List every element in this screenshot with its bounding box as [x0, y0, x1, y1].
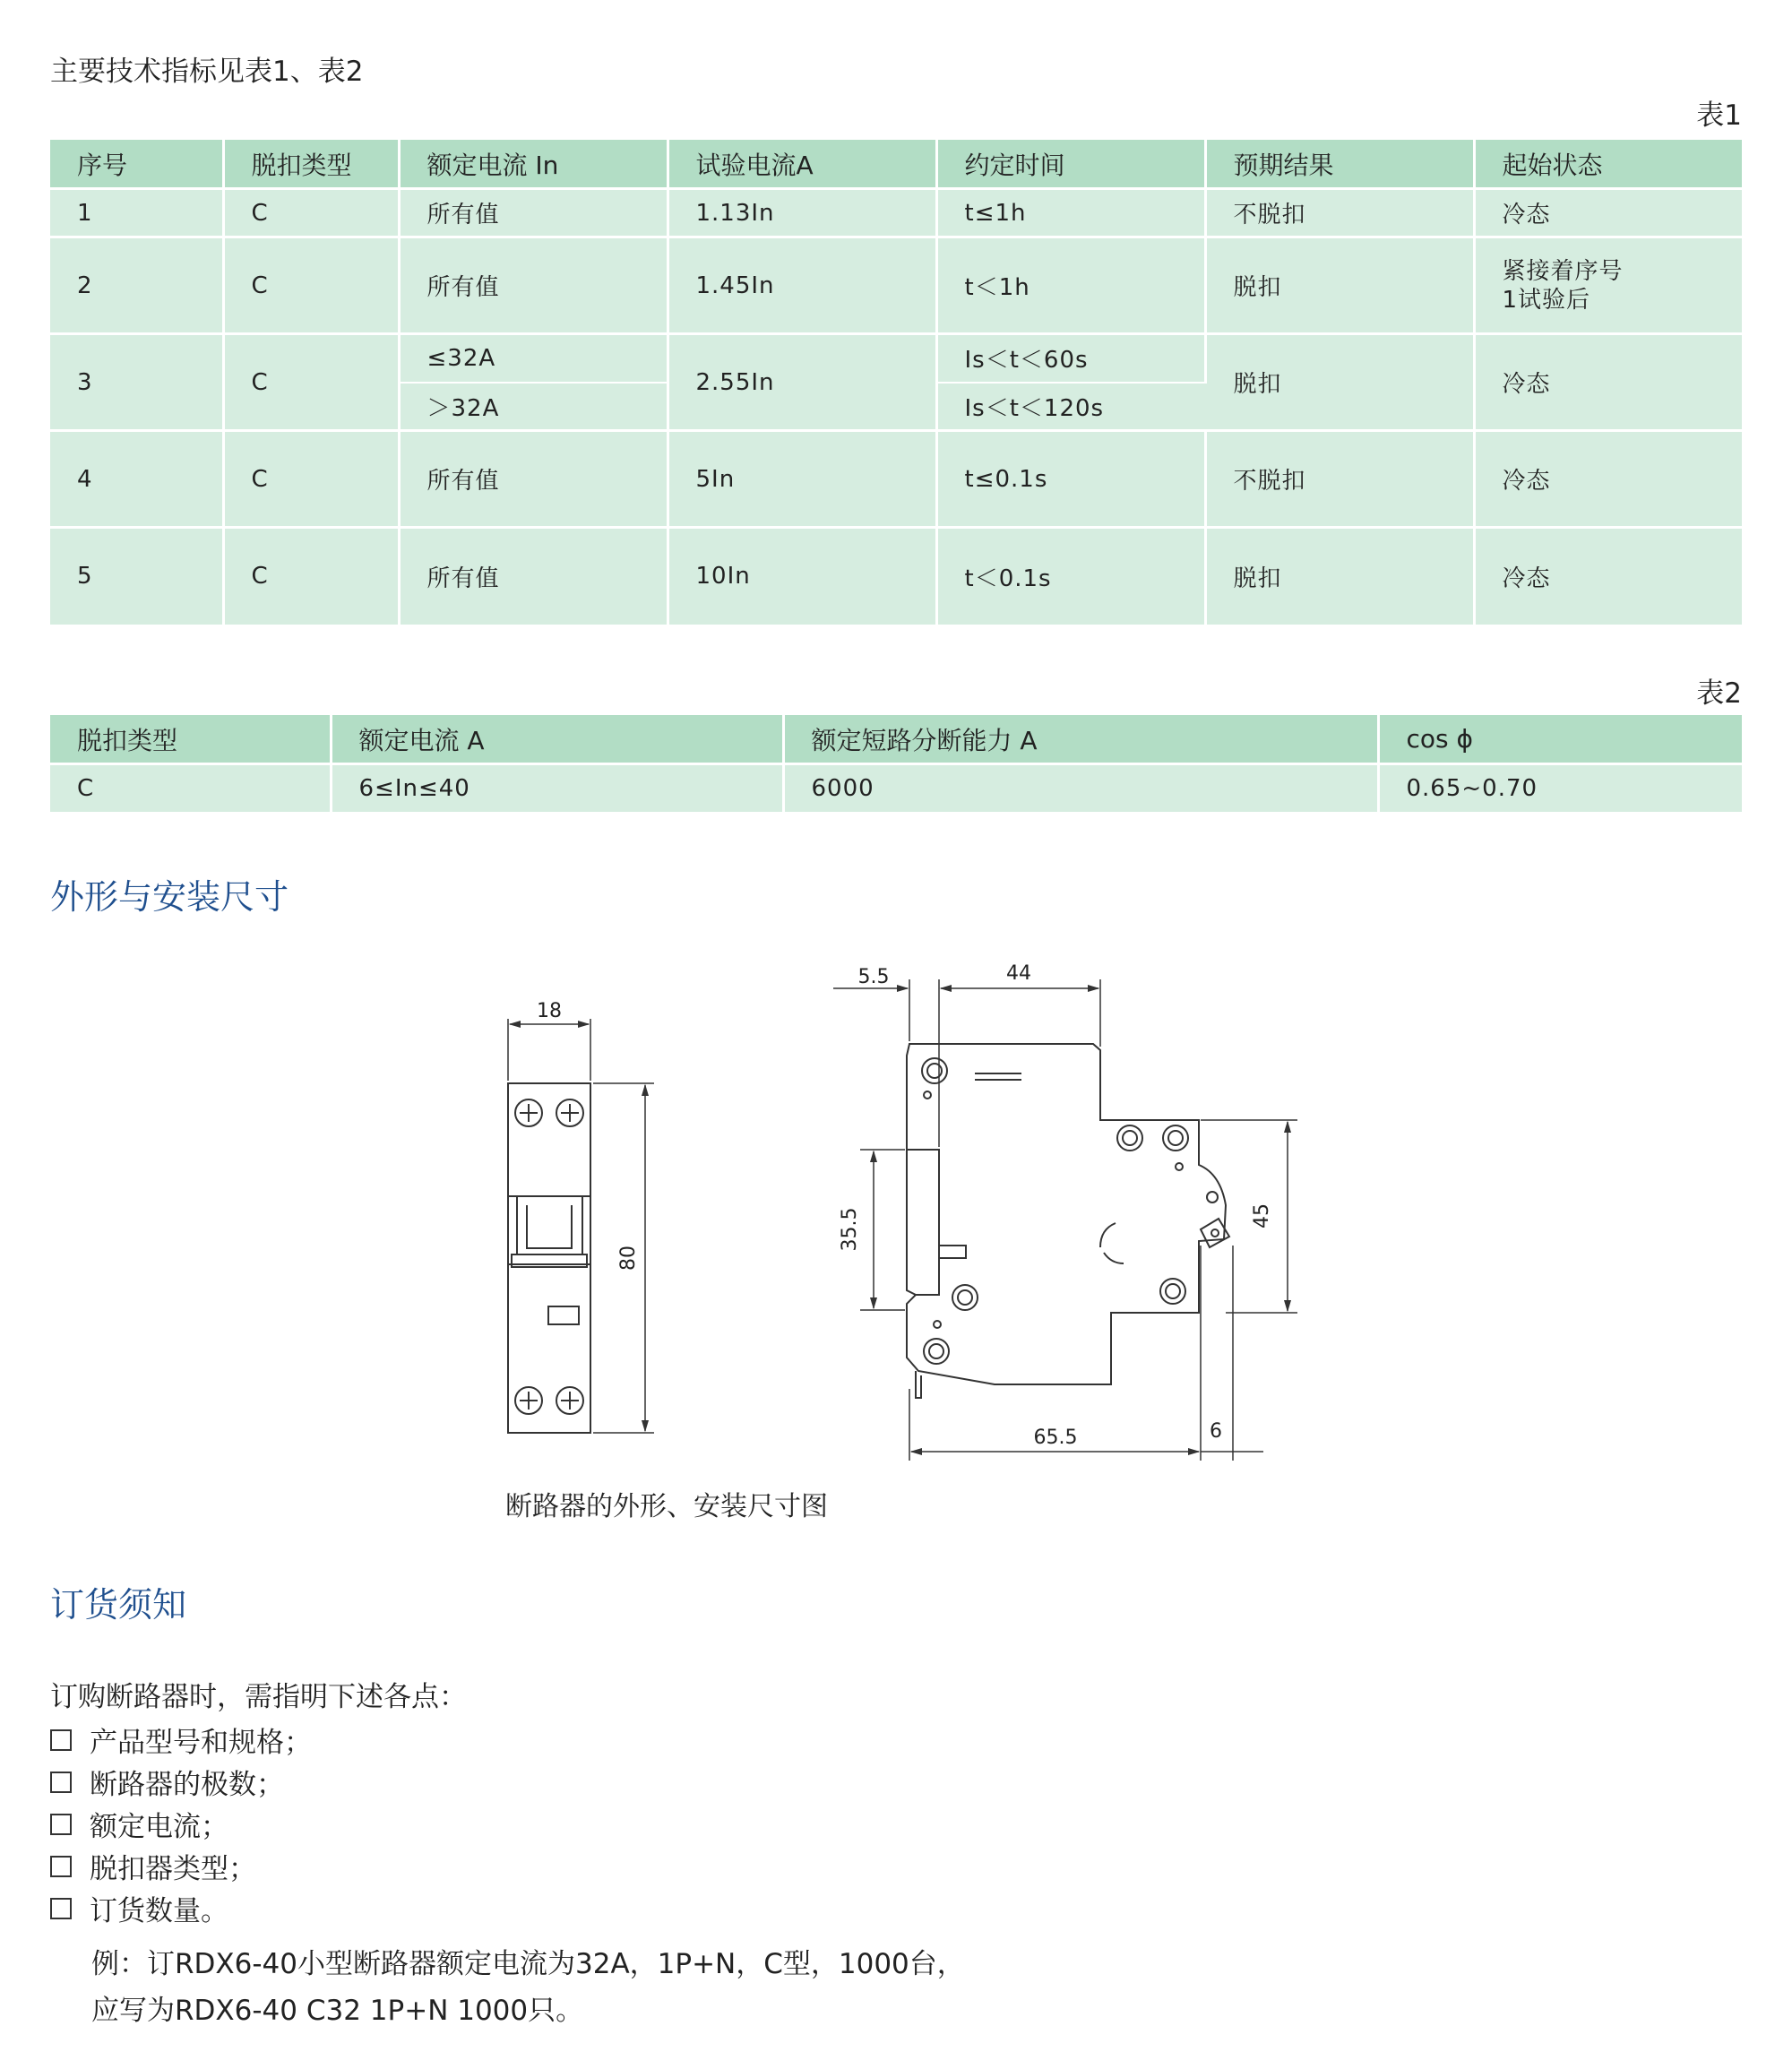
dim-side-right-height: 45	[1251, 1203, 1273, 1228]
cell-result: 不脱扣	[1205, 189, 1474, 237]
table-row	[50, 334, 1742, 383]
table1-header-state: 起始状态	[1474, 140, 1742, 189]
cell-test: 1.45In	[668, 237, 936, 334]
cell-state: 冷态	[1474, 334, 1742, 431]
cell-test: 10In	[668, 528, 936, 625]
table2-header-cos: cos ϕ	[1378, 715, 1742, 764]
cell-type: C	[223, 237, 399, 334]
cell-time: t≤1h	[936, 189, 1205, 237]
dimension-drawing	[0, 941, 1792, 1478]
section-title-order: 订货须知	[50, 1585, 187, 1625]
cell-test: 5In	[668, 431, 936, 528]
table-row	[50, 189, 1742, 237]
cell-type: C	[223, 189, 399, 237]
intro-text: 主要技术指标见表1、表2	[50, 56, 364, 88]
cell-time-a: Is＜t＜60s	[936, 334, 1205, 383]
table-row	[50, 528, 1742, 625]
cell-state: 冷态	[1474, 528, 1742, 625]
cell-time: t＜0.1s	[936, 528, 1205, 625]
cell-capacity: 6000	[783, 764, 1378, 812]
cell-no: 4	[50, 431, 223, 528]
list-item-label: 额定电流；	[90, 1811, 228, 1843]
cell-state: 冷态	[1474, 431, 1742, 528]
drawing-caption: 断路器的外形、安装尺寸图	[505, 1491, 828, 1522]
cell-result: 脱扣	[1205, 237, 1474, 334]
table-row	[50, 764, 1742, 812]
cell-current: 所有值	[399, 189, 668, 237]
table1-header-time: 约定时间	[936, 140, 1205, 189]
cell-no: 1	[50, 189, 223, 237]
cell-state-line2: 1试验后	[1502, 286, 1591, 314]
table1	[50, 140, 1742, 625]
checkbox-icon	[50, 1898, 72, 1919]
list-item-label: 产品型号和规格；	[90, 1727, 312, 1759]
table-row	[50, 237, 1742, 334]
table2	[50, 715, 1742, 812]
table1-header-row	[50, 140, 1742, 189]
table1-header-result: 预期结果	[1205, 140, 1474, 189]
table2-header-type: 脱扣类型	[50, 715, 331, 764]
cell-type: C	[223, 431, 399, 528]
list-item	[50, 1761, 312, 1803]
cell-current-b: ＞32A	[399, 383, 668, 431]
dim-side-left-height: 35.5	[839, 1207, 861, 1252]
cell-no: 2	[50, 237, 223, 334]
cell-current: 所有值	[399, 528, 668, 625]
table2-header-current: 额定电流 A	[331, 715, 783, 764]
table2-header-capacity: 额定短路分断能力 A	[783, 715, 1378, 764]
order-example-line2: 应写为RDX6-40 C32 1P+N 1000只。	[91, 1995, 584, 2027]
checkbox-icon	[50, 1729, 72, 1751]
cell-test: 2.55In	[668, 334, 936, 431]
front-view	[508, 1019, 654, 1433]
cell-state	[1474, 237, 1742, 334]
list-item-label: 订货数量。	[90, 1895, 228, 1927]
cell-current: 6≤In≤40	[331, 764, 783, 812]
cell-result: 脱扣	[1205, 528, 1474, 625]
table1-header-test: 试验电流A	[668, 140, 936, 189]
cell-state: 冷态	[1474, 189, 1742, 237]
cell-current: 所有值	[399, 237, 668, 334]
cell-current: 所有值	[399, 431, 668, 528]
dim-side-top-width: 44	[1006, 962, 1031, 985]
cell-time-b: Is＜t＜120s	[936, 383, 1205, 431]
cell-current-a: ≤32A	[399, 334, 668, 383]
section-title-dimensions: 外形与安装尺寸	[50, 877, 289, 917]
order-checklist	[50, 1719, 312, 1929]
dim-front-width: 18	[537, 1000, 562, 1022]
checkbox-icon	[50, 1856, 72, 1877]
cell-time: t＜1h	[936, 237, 1205, 334]
dim-side-rail: 6	[1210, 1420, 1222, 1443]
table1-header-type: 脱扣类型	[223, 140, 399, 189]
cell-no: 3	[50, 334, 223, 431]
list-item-label: 断路器的极数；	[90, 1769, 284, 1801]
list-item	[50, 1887, 312, 1929]
dim-side-bottom-width: 65.5	[1033, 1427, 1078, 1449]
order-intro: 订购断路器时，需指明下述各点：	[50, 1681, 467, 1713]
cell-cos: 0.65~0.70	[1378, 764, 1742, 812]
list-item-label: 脱扣器类型；	[90, 1853, 256, 1885]
cell-test: 1.13In	[668, 189, 936, 237]
list-item	[50, 1803, 312, 1845]
cell-state-line1: 紧接着序号	[1502, 257, 1624, 285]
table-row	[50, 431, 1742, 528]
table1-header-current: 额定电流 In	[399, 140, 668, 189]
cell-type: C	[223, 334, 399, 431]
order-example-line1: 例：订RDX6-40小型断路器额定电流为32A，1P+N，C型，1000台，	[91, 1948, 965, 1980]
cell-no: 5	[50, 528, 223, 625]
dim-front-height: 80	[617, 1246, 640, 1271]
cell-result: 脱扣	[1205, 334, 1474, 431]
table2-header-row	[50, 715, 1742, 764]
list-item	[50, 1719, 312, 1761]
cell-type: C	[223, 528, 399, 625]
table1-label: 表1	[1696, 99, 1742, 132]
cell-type: C	[50, 764, 331, 812]
table1-header-no: 序号	[50, 140, 223, 189]
checkbox-icon	[50, 1772, 72, 1793]
cell-time: t≤0.1s	[936, 431, 1205, 528]
list-item	[50, 1845, 312, 1887]
dim-side-offset: 5.5	[857, 966, 890, 988]
table2-label: 表2	[1696, 677, 1742, 710]
cell-result: 不脱扣	[1205, 431, 1474, 528]
checkbox-icon	[50, 1814, 72, 1835]
side-view	[833, 979, 1297, 1461]
